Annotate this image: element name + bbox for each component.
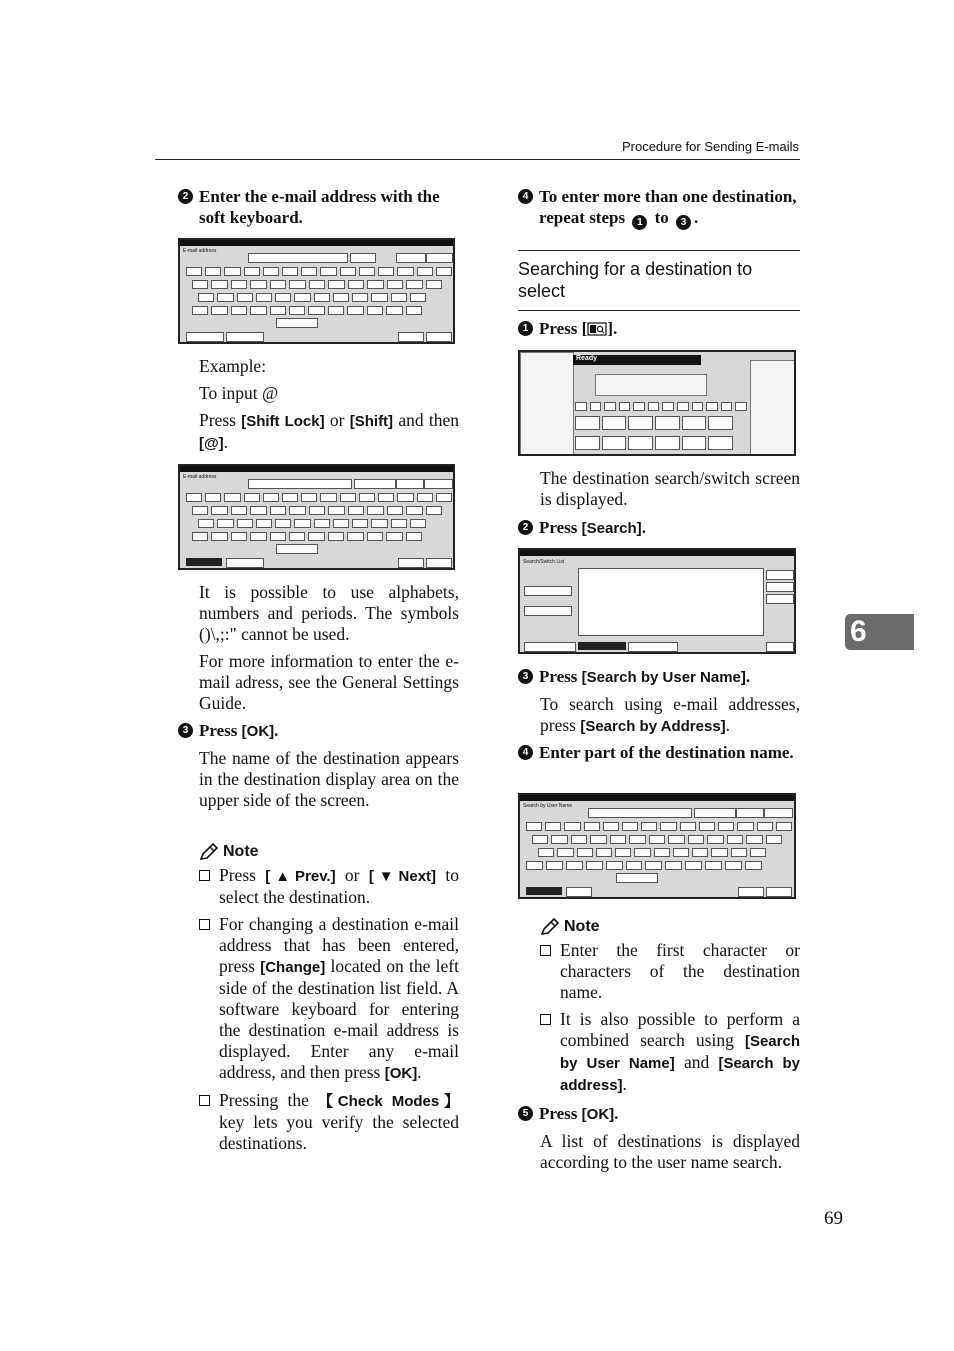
right-step-4: [518, 186, 800, 230]
ok-key: [426, 558, 452, 568]
prev-keyname: [▲Prev.]: [265, 868, 336, 885]
result-paragraph: A list of destinations is displayed according to the user name search.: [540, 1131, 800, 1172]
arrow-keys: [694, 808, 736, 818]
name-keyboard-screenshot: [518, 793, 796, 899]
checkbox-bullet-icon: [540, 1014, 551, 1025]
note-item: Enter the first character or characters of the destination name.: [540, 940, 800, 1003]
right-button-panel: [750, 360, 796, 456]
delete-all-key: [424, 479, 453, 489]
step-number: 3: [178, 723, 193, 738]
search-step-3: 3 Press [Search by User Name].: [518, 666, 800, 688]
screen-title-bar: [180, 466, 453, 472]
space-key: [276, 544, 318, 554]
delete-button: [766, 594, 794, 604]
key-row-2: [532, 835, 782, 844]
search-items-area: [578, 568, 764, 636]
screen-title-bar: [520, 795, 794, 801]
example-input: To input @: [199, 383, 279, 403]
key-row-1: [526, 822, 792, 831]
screen-title-bar: [520, 550, 794, 556]
section-top-rule: [518, 250, 800, 251]
step-number: 1: [518, 321, 533, 336]
note-heading: Note: [199, 843, 459, 861]
key-row-2: [192, 506, 442, 515]
up-button: [766, 570, 794, 580]
page-number: 69: [824, 1208, 843, 1229]
space-key: [276, 318, 318, 328]
note-heading: Note: [540, 918, 800, 936]
shift-lock-key: [186, 332, 224, 342]
step-text: Enter the e-mail address with the soft keyboard.: [199, 187, 440, 227]
destination-search-icon: [587, 322, 607, 336]
key-row-3: [198, 519, 426, 528]
change-keyname: [Change]: [260, 959, 326, 976]
key-row-3: [538, 848, 766, 857]
shift-key: [226, 558, 264, 568]
search-by-address-paragraph: To search using e-mail addresses, press [Search by Address].: [540, 694, 800, 735]
destination-row-2: [575, 436, 733, 450]
search-step-2: 2 Press [Search].: [518, 517, 800, 539]
shift-keyname: [Shift]: [349, 413, 394, 430]
cancel-key: [398, 558, 424, 568]
soft-keyboard-screenshot: [178, 238, 455, 344]
section-bottom-rule: [518, 310, 800, 311]
shift-key: [566, 887, 592, 897]
ok-keyname: [OK]: [241, 723, 275, 740]
cancel-key: [398, 332, 424, 342]
header-rule: [155, 159, 800, 160]
down-button: [766, 582, 794, 592]
note-item: For changing a destination e-mail address that has been entered, press [Change] located on the left side of the destination list field. A software keyboard for entering the destination e-mail address is displayed. Enter any e-mail address, and then press [OK].: [199, 914, 459, 1084]
screen-title-bar: [180, 240, 453, 246]
right-step-5: [518, 1103, 800, 1173]
symbols-paragraph: It is possible to use alphabets, numbers and periods. The symbols ()\,;:" cannot be used.: [199, 582, 459, 644]
search-screen-description: The destination search/switch screen is displayed.: [540, 468, 800, 509]
key-row-4: [192, 532, 422, 541]
name-field: [588, 808, 692, 818]
at-keyname: [@]: [199, 435, 224, 452]
note-item: Press [▲Prev.] or [▼Next] to select the destination.: [199, 865, 459, 908]
step-3-block: [178, 720, 459, 811]
key-row-1: [186, 267, 452, 276]
running-header: Procedure for Sending E-mails: [621, 139, 799, 154]
left-note: [199, 843, 459, 1154]
search-keyname: [Search]: [581, 520, 642, 537]
search-tab-active: [578, 642, 626, 650]
key-row-4: [526, 861, 762, 870]
checkbox-bullet-icon: [199, 919, 210, 930]
step-number: 5: [518, 1106, 533, 1121]
pencil-icon: [540, 918, 560, 936]
left-settings-panel: [520, 352, 574, 456]
chapter-tab: 6: [845, 614, 914, 650]
exit-button: [766, 642, 794, 652]
key-row-1: [186, 493, 452, 502]
search-step-1: 1 Press [ ].: [518, 318, 800, 339]
pencil-icon: [199, 843, 219, 861]
backspace-key: [396, 253, 426, 263]
search-switch-screenshot: [518, 548, 796, 654]
step-number: 4: [518, 189, 533, 204]
shift-lock-key-active: [186, 558, 222, 566]
cancel-key: [738, 887, 764, 897]
search-by-address-keyname: [Search by Address]: [580, 718, 726, 735]
step-3: 3 Press [OK].: [178, 720, 459, 742]
step-2: [178, 186, 459, 228]
checkbox-bullet-icon: [540, 945, 551, 956]
check-modes-keyname: 【Check Modes】: [317, 1093, 459, 1110]
step-4: 4 To enter more than one destination, repeat steps 1 to 3 .: [518, 186, 800, 230]
key-row-3: [198, 293, 426, 302]
example-label: Example:: [199, 356, 267, 376]
section-title: Searching for a destination to select: [518, 259, 753, 301]
backspace-key: [396, 479, 424, 489]
switch-destination-list-button: [628, 642, 678, 652]
left-column: [178, 186, 459, 228]
screen-field-label: E-mail address: [183, 248, 217, 254]
email-field: [248, 479, 352, 489]
key-row-2: [192, 280, 442, 289]
email-field: [248, 253, 348, 263]
delete-all-key: [764, 808, 793, 818]
note-item: Pressing the 【Check Modes】 key lets you verify the selected destinations.: [199, 1090, 459, 1154]
arrow-keys: [354, 479, 396, 489]
step-number: 2: [518, 520, 533, 535]
screen-field-label: Search by User Name: [523, 803, 573, 809]
search-switch-title: Search/Switch List: [523, 559, 565, 565]
step-ref: 1: [632, 215, 647, 230]
destination-list-screenshot: [518, 350, 796, 456]
destination-display: [595, 374, 707, 396]
right-note: [540, 918, 800, 1096]
search-by-user-keyname: [Search by User Name]: [560, 1033, 800, 1072]
ok-keyname: [OK]: [384, 1065, 418, 1082]
key-row-4: [192, 306, 422, 315]
checkbox-bullet-icon: [199, 1095, 210, 1106]
right-step-3: [518, 666, 800, 737]
index-tabs: [575, 402, 747, 411]
soft-keyboard-shift-screenshot: [178, 464, 455, 570]
arrow-keys: [350, 253, 376, 263]
left-paragraphs: [199, 582, 459, 714]
space-key: [616, 873, 658, 883]
reference-paragraph: For more information to enter the e-mail adress, see the General Settings Guide.: [199, 651, 459, 713]
right-step-2: [518, 517, 800, 539]
right-step-4-search: [518, 742, 800, 763]
right-step-1: [518, 318, 800, 339]
destination-row-1: [575, 416, 733, 430]
shift-lock-keyname: [Shift Lock]: [241, 413, 325, 430]
ok-keyname: [OK]: [581, 1106, 615, 1123]
example-block: [199, 356, 459, 454]
note-item: It is also possible to perform a combined search using [Search by User Name] and [Search by address].: [540, 1009, 800, 1096]
step-number: 2: [178, 189, 193, 204]
shift-key: [226, 332, 264, 342]
ready-banner: Ready: [573, 355, 701, 365]
example-instruction: Press [Shift Lock] or [Shift] and then [@].: [199, 410, 459, 452]
shift-lock-key-active: [526, 887, 562, 895]
search-by-user-button: [524, 586, 572, 596]
backspace-key: [736, 808, 764, 818]
next-keyname: [▼Next]: [368, 868, 437, 885]
destination-paragraph: The name of the destination appears in the destination display area on the upper side of the screen.: [199, 748, 459, 810]
search-step-4: 4 Enter part of the destination name.: [518, 742, 800, 763]
search-step-5: 5 Press [OK].: [518, 1103, 800, 1125]
screen-field-label: E-mail address: [183, 474, 217, 480]
checkbox-bullet-icon: [199, 870, 210, 881]
delete-all-key: [426, 253, 453, 263]
search-by-user-keyname: [Search by User Name]: [581, 669, 746, 686]
step-ref: 3: [676, 215, 691, 230]
ok-key: [426, 332, 452, 342]
step-number: 4: [518, 745, 533, 760]
search-by-address-keyname: [Search by address]: [560, 1055, 800, 1094]
switch-title-button: [524, 642, 576, 652]
search-by-address-button: [524, 606, 572, 616]
step-number: 3: [518, 669, 533, 684]
ok-key: [766, 887, 792, 897]
